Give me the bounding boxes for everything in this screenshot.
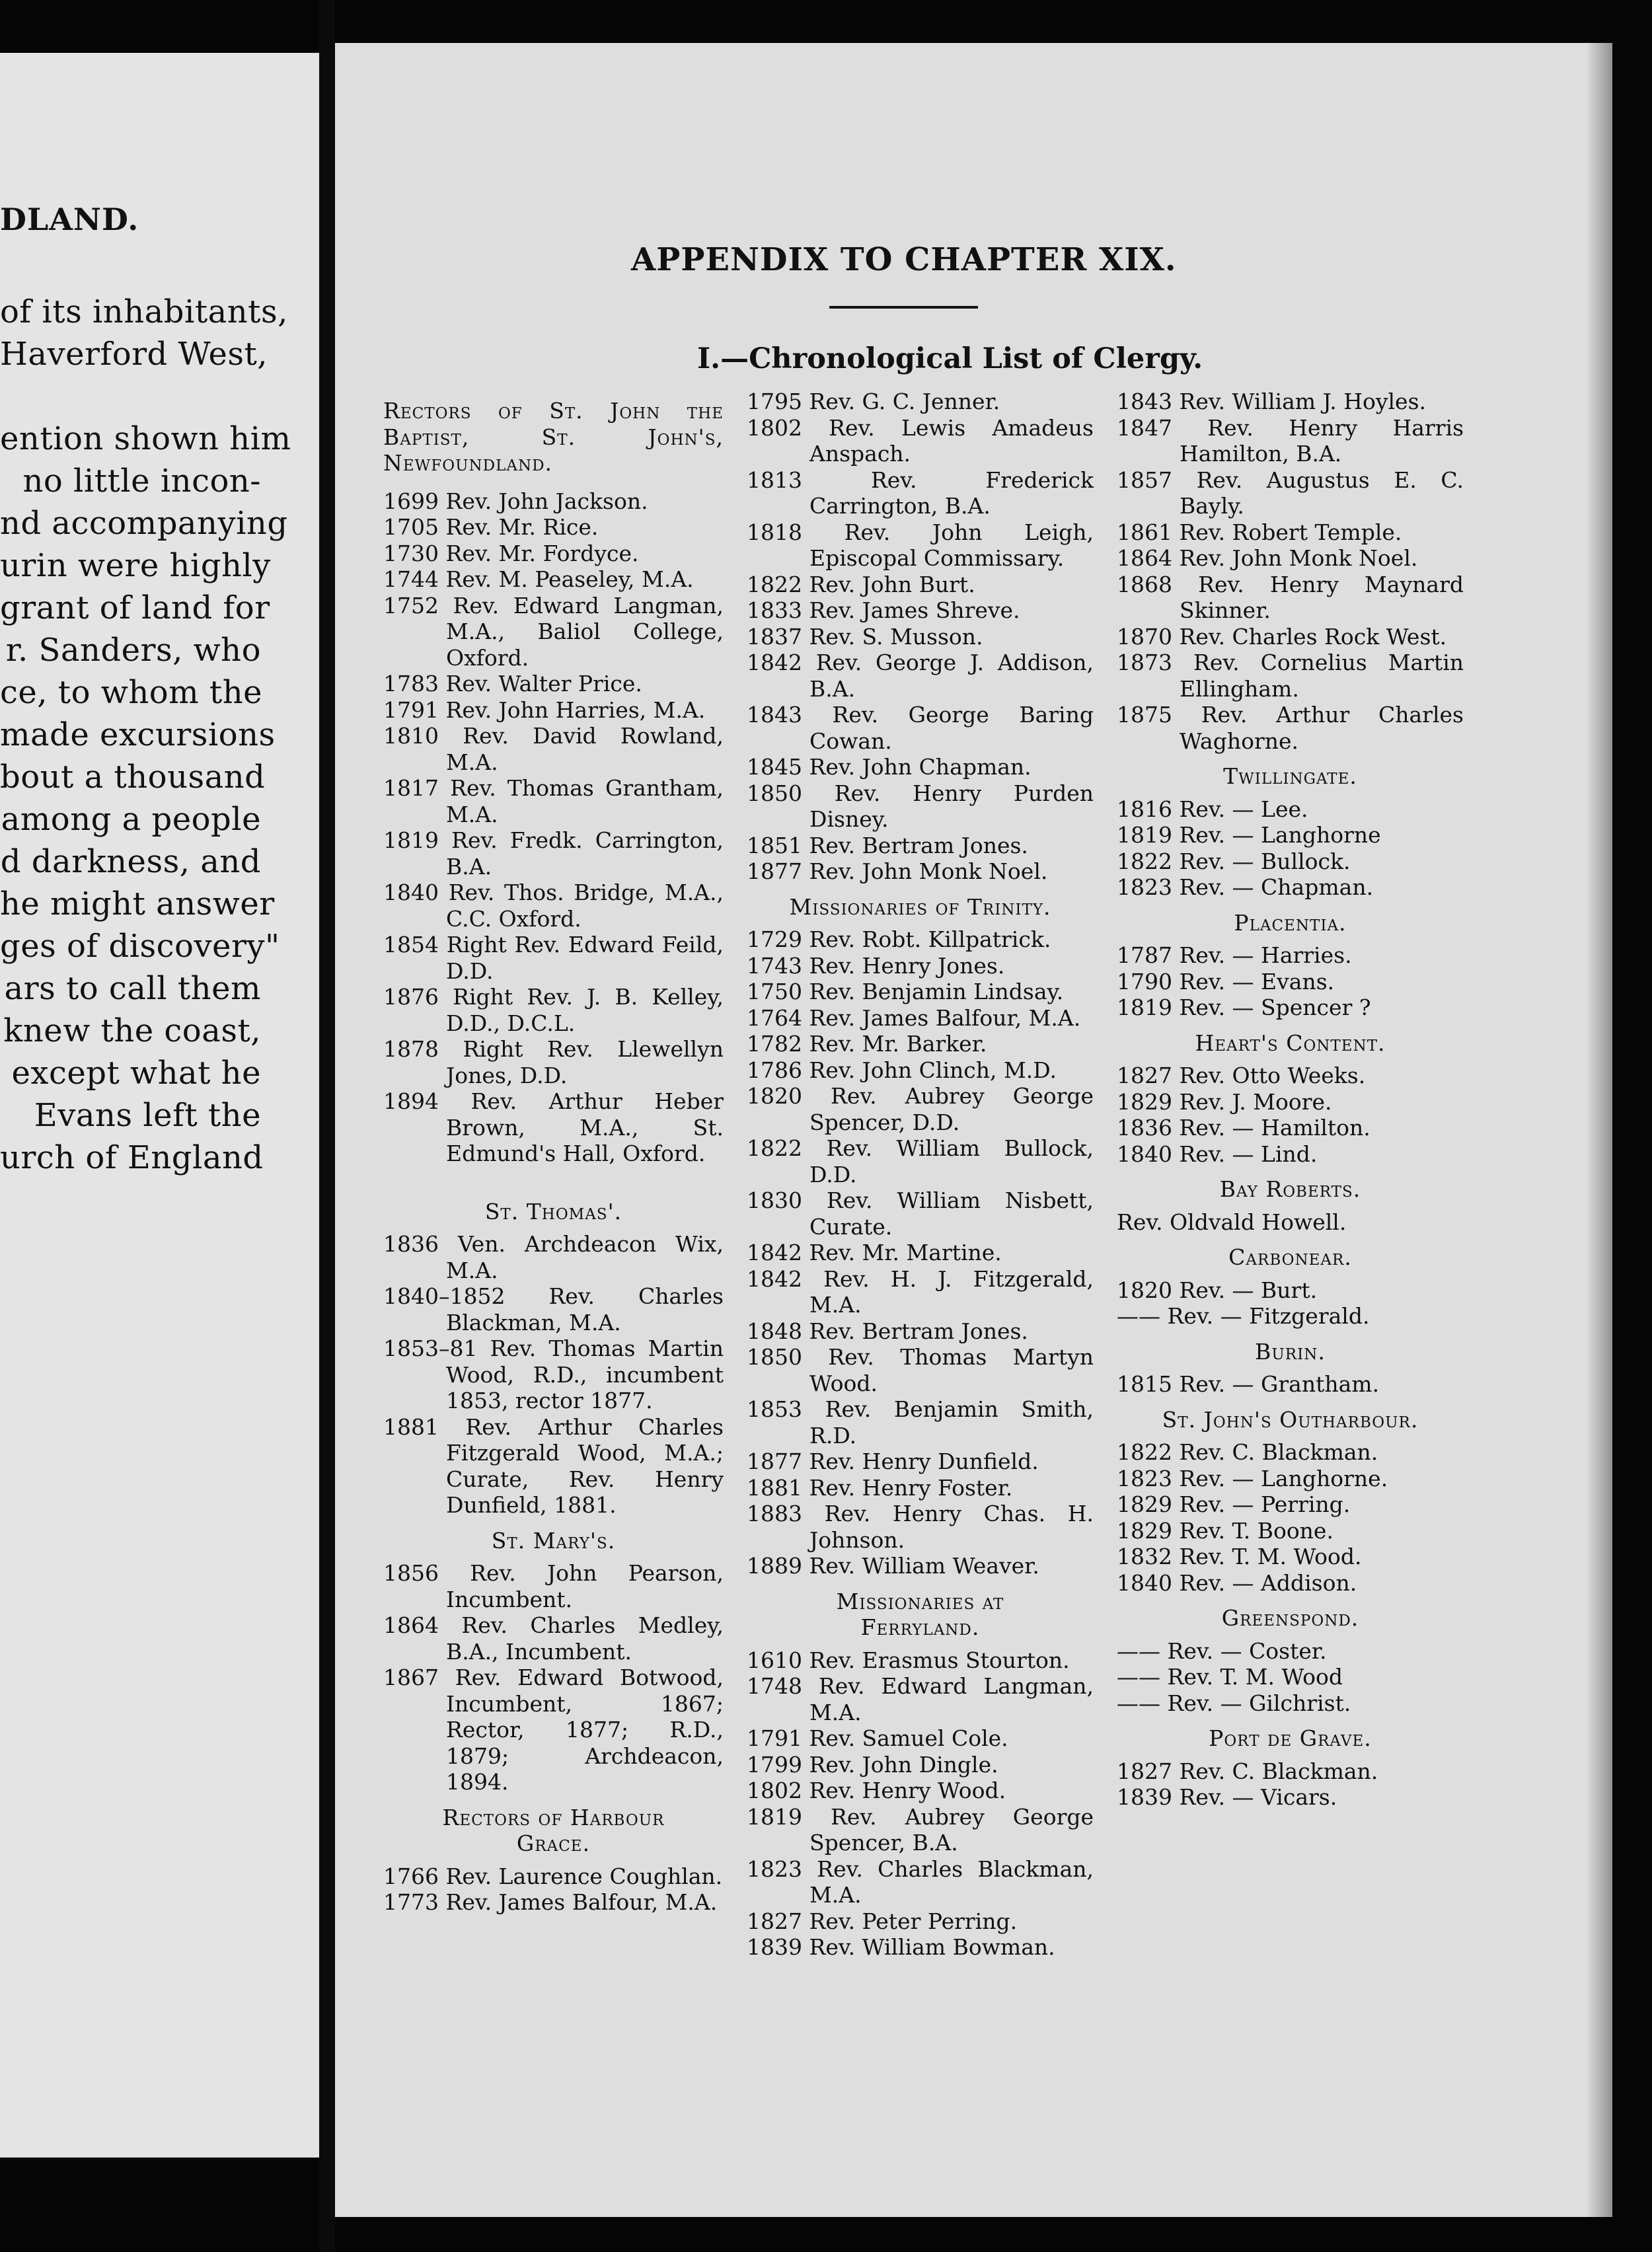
left-text-line: ention shown him <box>0 420 291 457</box>
clergy-entry: 1743 Rev. Henry Jones. <box>747 952 1005 979</box>
page-edge-shadow <box>1586 43 1612 2217</box>
entry-list <box>1117 1063 1464 1167</box>
clergy-entry: 1829 Rev. J. Moore. <box>1117 1088 1332 1115</box>
clergy-entry: 1840–1852 Rev. Charles Blackman, M.A. <box>383 1283 724 1335</box>
group-heading: Rectors of Harbour Grace. <box>442 1804 665 1856</box>
clergy-entry: 1870 Rev. Charles Rock West. <box>1117 623 1447 650</box>
clergy-entry: 1817 Rev. Thomas Grantham, M.A. <box>383 775 724 827</box>
clergy-entry: 1829 Rev. T. Boone. <box>1117 1517 1333 1544</box>
clergy-entry: 1802 Rev. Henry Wood. <box>747 1778 1006 1803</box>
clergy-entry: 1790 Rev. — Evans. <box>1117 968 1335 995</box>
clergy-entry: 1816 Rev. — Lee. <box>1117 796 1308 822</box>
clergy-entry: 1873 Rev. Cornelius Martin Ellingham. <box>1117 650 1464 702</box>
clergy-entry: 1822 Rev. William Bullock, D.D. <box>747 1135 1094 1187</box>
clergy-entry: 1815 Rev. — Grantham. <box>1117 1371 1380 1397</box>
clergy-entry: 1836 Rev. — Hamilton. <box>1117 1115 1370 1141</box>
clergy-entry: —— Rev. — Fitzgerald. <box>1117 1303 1370 1329</box>
clergy-entry: 1851 Rev. Bertram Jones. <box>747 832 1028 858</box>
entry-list <box>1117 1638 1464 1717</box>
clergy-entry: 1853 Rev. Benjamin Smith, R.D. <box>747 1396 1094 1448</box>
left-text-line: of its inhabitants, <box>0 293 288 330</box>
clergy-entry: 1875 Rev. Arthur Charles Waghorne. <box>1117 702 1464 754</box>
left-text-line: urin were highly <box>0 547 271 584</box>
entry-list <box>383 1231 724 1519</box>
entry-list <box>1117 942 1464 1021</box>
clergy-entry: 1878 Right Rev. Llewellyn Jones, D.D. <box>383 1036 724 1088</box>
left-page <box>0 53 319 2158</box>
clergy-entry: 1748 Rev. Edward Langman, M.A. <box>747 1673 1094 1725</box>
group-heading: Missionaries at Ferryland. <box>836 1588 1004 1640</box>
entry-list <box>1117 389 1464 754</box>
clergy-entry: 1810 Rev. David Rowland, M.A. <box>383 723 724 775</box>
clergy-entry: 1783 Rev. Walter Price. <box>383 671 642 696</box>
group-heading: Missionaries of Trinity. <box>789 893 1051 920</box>
entry-list <box>747 926 1094 1579</box>
group-heading: Carbonear. <box>1228 1244 1352 1270</box>
clergy-entry: 1877 Rev. Henry Dunfield. <box>747 1448 1039 1474</box>
clergy-entry: 1787 Rev. — Harries. <box>1117 942 1352 968</box>
left-text-line: he might answer <box>0 885 275 922</box>
clergy-entry: 1802 Rev. Lewis Amadeus Anspach. <box>747 414 1094 467</box>
group-heading: Greenspond. <box>1221 1605 1359 1631</box>
entry-list <box>1117 1277 1464 1330</box>
clergy-entry: 1839 Rev. William Bowman. <box>747 1934 1055 1960</box>
clergy-entry: 1837 Rev. S. Musson. <box>747 623 983 650</box>
clergy-entry: 1744 Rev. M. Peaseley, M.A. <box>383 566 694 592</box>
clergy-entry: 1705 Rev. Mr. Rice. <box>383 514 599 540</box>
clergy-entry: 1823 Rev. — Langhorne. <box>1117 1465 1388 1491</box>
clergy-entry: 1867 Rev. Edward Botwood, Incumbent, 1867; Rector, 1877; R.D., 1879; Archdeacon, 1894. <box>383 1665 724 1795</box>
page-title: APPENDIX TO CHAPTER XIX. <box>631 241 1177 278</box>
clergy-entry: 1847 Rev. Henry Harris Hamilton, B.A. <box>1117 414 1464 467</box>
clergy-entry: 1699 Rev. John Jackson. <box>383 488 648 514</box>
entry-list <box>747 1647 1094 1961</box>
clergy-entry: 1730 Rev. Mr. Fordyce. <box>383 540 639 566</box>
clergy-entry: 1883 Rev. Henry Chas. H. Johnson. <box>747 1501 1094 1553</box>
left-text-line: bout a thousand <box>0 759 266 796</box>
clergy-entry: 1840 Rev. — Addison. <box>1117 1569 1357 1596</box>
clergy-entry: 1894 Rev. Arthur Heber Brown, M.A., St. Edmund's Hall, Oxford. <box>383 1088 724 1166</box>
clergy-entry: 1766 Rev. Laurence Coughlan. <box>383 1863 723 1889</box>
group-heading: Bay Roberts. <box>1219 1176 1361 1202</box>
column-3 <box>1117 389 1464 1811</box>
clergy-entry: 1819 Rev. — Spencer ? <box>1117 995 1371 1020</box>
clergy-entry: 1857 Rev. Augustus E. C. Bayly. <box>1117 467 1464 519</box>
clergy-entry: 1836 Ven. Archdeacon Wix, M.A. <box>383 1231 724 1283</box>
clergy-entry: 1843 Rev. George Baring Cowan. <box>747 702 1094 754</box>
entry-list <box>1117 1371 1464 1398</box>
group-heading: Rectors of St. John the Baptist, St. John's, Newfoundland. <box>383 398 724 476</box>
clergy-entry: 1833 Rev. James Shreve. <box>747 597 1020 623</box>
clergy-entry: 1839 Rev. — Vicars. <box>1117 1784 1337 1810</box>
column-2 <box>747 389 1094 1961</box>
group-heading: Burin. <box>1255 1338 1326 1365</box>
left-text-line: urch of England <box>0 1139 264 1176</box>
left-text-line: r. Sanders, who <box>5 632 261 669</box>
clergy-entry: 1840 Rev. — Lind. <box>1117 1141 1318 1167</box>
clergy-entry: 1820 Rev. Aubrey George Spencer, D.D. <box>747 1083 1094 1135</box>
group-heading: Placentia. <box>1234 909 1347 936</box>
clergy-entry: 1840 Rev. Thos. Bridge, M.A., C.C. Oxford. <box>383 880 724 932</box>
clergy-entry: 1832 Rev. T. M. Wood. <box>1117 1544 1362 1569</box>
entry-list <box>383 1863 724 1916</box>
clergy-entry: 1782 Rev. Mr. Barker. <box>747 1031 987 1057</box>
clergy-entry: 1819 Rev. — Langhorne <box>1117 822 1381 848</box>
clergy-entry: 1729 Rev. Robt. Killpatrick. <box>747 926 1051 952</box>
clergy-entry: 1822 Rev. — Bullock. <box>1117 848 1351 874</box>
clergy-entry: 1791 Rev. Samuel Cole. <box>747 1725 1008 1751</box>
clergy-entry: 1823 Rev. Charles Blackman, M.A. <box>747 1856 1094 1908</box>
clergy-entry: —— Rev. — Gilchrist. <box>1117 1690 1351 1716</box>
clergy-entry: 1819 Rev. Fredk. Carrington, B.A. <box>383 827 724 880</box>
clergy-entry: 1864 Rev. John Monk Noel. <box>1117 545 1418 571</box>
clergy-entry: 1889 Rev. William Weaver. <box>747 1553 1039 1579</box>
clergy-entry: 1764 Rev. James Balfour, M.A. <box>747 1004 1081 1031</box>
clergy-entry: 1881 Rev. Arthur Charles Fitzgerald Wood, M.A.; Curate, Rev. Henry Dunfield, 1881. <box>383 1413 724 1518</box>
left-text-line: knew the coast, <box>3 1012 261 1049</box>
clergy-entry: 1854 Right Rev. Edward Feild, D.D. <box>383 932 724 984</box>
clergy-entry: 1845 Rev. John Chapman. <box>747 754 1032 780</box>
title-rule <box>829 306 978 309</box>
entry-list <box>1117 1209 1464 1236</box>
entry-list <box>383 488 724 1167</box>
clergy-entry: 1830 Rev. William Nisbett, Curate. <box>747 1187 1094 1240</box>
clergy-entry: 1868 Rev. Henry Maynard Skinner. <box>1117 571 1464 623</box>
clergy-entry: 1881 Rev. Henry Foster. <box>747 1474 1013 1501</box>
clergy-entry: 1823 Rev. — Chapman. <box>1117 874 1374 900</box>
entry-list <box>383 1560 724 1795</box>
clergy-entry: 1610 Rev. Erasmus Stourton. <box>747 1647 1070 1673</box>
clergy-entry: 1827 Rev. Peter Perring. <box>747 1908 1018 1934</box>
book-spine <box>319 0 335 2252</box>
left-text-line: Evans left the <box>34 1097 261 1134</box>
clergy-entry: 1853–81 Rev. Thomas Martin Wood, R.D., incumbent 1853, rector 1877. <box>383 1335 724 1413</box>
entry-list <box>1117 1439 1464 1596</box>
clergy-entry: —— Rev. T. M. Wood <box>1117 1664 1343 1690</box>
clergy-entry: 1842 Rev. Mr. Martine. <box>747 1240 1002 1265</box>
clergy-entry: 1791 Rev. John Harries, M.A. <box>383 696 706 723</box>
clergy-entry: 1813 Rev. Frederick Carrington, B.A. <box>747 467 1094 519</box>
left-page-header: DLAND. <box>0 202 139 237</box>
clergy-entry: 1820 Rev. — Burt. <box>1117 1277 1318 1303</box>
clergy-entry: 1773 Rev. James Balfour, M.A. <box>383 1889 718 1915</box>
clergy-entry: 1822 Rev. C. Blackman. <box>1117 1439 1378 1465</box>
left-text-line: ce, to whom the <box>0 674 263 711</box>
clergy-entry: 1876 Right Rev. J. B. Kelley, D.D., D.C.L. <box>383 984 724 1036</box>
clergy-entry: 1822 Rev. John Burt. <box>747 571 975 597</box>
clergy-entry: 1750 Rev. Benjamin Lindsay. <box>747 979 1064 1004</box>
left-text-line: ges of discovery" <box>0 928 280 965</box>
group-heading: Twillingate. <box>1223 763 1357 789</box>
left-text-line: made excursions <box>0 716 276 753</box>
clergy-entry: —— Rev. — Coster. <box>1117 1637 1327 1664</box>
clergy-entry: 1843 Rev. William J. Hoyles. <box>1117 389 1427 414</box>
clergy-entry: 1752 Rev. Edward Langman, M.A., Baliol College, Oxford. <box>383 592 724 671</box>
clergy-entry: 1827 Rev. Otto Weeks. <box>1117 1063 1366 1088</box>
clergy-entry: 1856 Rev. John Pearson, Incumbent. <box>383 1560 724 1612</box>
clergy-entry: 1848 Rev. Bertram Jones. <box>747 1318 1028 1344</box>
entry-list <box>1117 796 1464 901</box>
clergy-entry: 1829 Rev. — Perring. <box>1117 1491 1351 1517</box>
left-text-line: among a people <box>1 801 261 838</box>
clergy-entry: 1842 Rev. H. J. Fitzgerald, M.A. <box>747 1265 1094 1318</box>
left-text-line: no little incon- <box>22 463 261 500</box>
left-text-line: d darkness, and <box>0 843 261 880</box>
clergy-entry: 1850 Rev. Henry Purden Disney. <box>747 780 1094 832</box>
clergy-entry: 1818 Rev. John Leigh, Episcopal Commissary. <box>747 519 1094 571</box>
group-heading: St. Thomas'. <box>484 1198 622 1224</box>
clergy-entry: 1842 Rev. George J. Addison, B.A. <box>747 650 1094 702</box>
clergy-entry: 1795 Rev. G. C. Jenner. <box>747 389 1000 414</box>
clergy-entry: 1877 Rev. John Monk Noel. <box>747 858 1048 884</box>
group-heading: St. Mary's. <box>491 1527 616 1554</box>
entry-list <box>1117 1758 1464 1811</box>
left-text-line: except what he <box>11 1055 261 1092</box>
clergy-entry: 1799 Rev. John Dingle. <box>747 1751 998 1778</box>
clergy-entry: 1864 Rev. Charles Medley, B.A., Incumbent. <box>383 1612 724 1665</box>
clergy-entry: 1819 Rev. Aubrey George Spencer, B.A. <box>747 1803 1094 1856</box>
entry-list <box>747 389 1094 885</box>
group-heading: Port de Grave. <box>1209 1725 1372 1751</box>
clergy-entry: 1861 Rev. Robert Temple. <box>1117 519 1402 545</box>
section-heading: I.—Chronological List of Clergy. <box>697 342 1203 375</box>
clergy-entry: 1827 Rev. C. Blackman. <box>1117 1758 1378 1784</box>
group-heading: St. John's Outharbour. <box>1162 1406 1419 1433</box>
left-text-line: Haverford West, <box>0 336 268 373</box>
clergy-entry: 1850 Rev. Thomas Martyn Wood. <box>747 1344 1094 1396</box>
column-1 <box>383 389 724 1916</box>
clergy-entry: Rev. Oldvald Howell. <box>1117 1209 1347 1235</box>
left-text-line: ars to call them <box>4 970 261 1007</box>
left-text-line: grant of land for <box>0 589 270 626</box>
left-text-line: nd accompanying <box>0 505 288 542</box>
group-heading: Heart's Content. <box>1195 1030 1386 1056</box>
clergy-entry: 1786 Rev. John Clinch, M.D. <box>747 1057 1057 1083</box>
